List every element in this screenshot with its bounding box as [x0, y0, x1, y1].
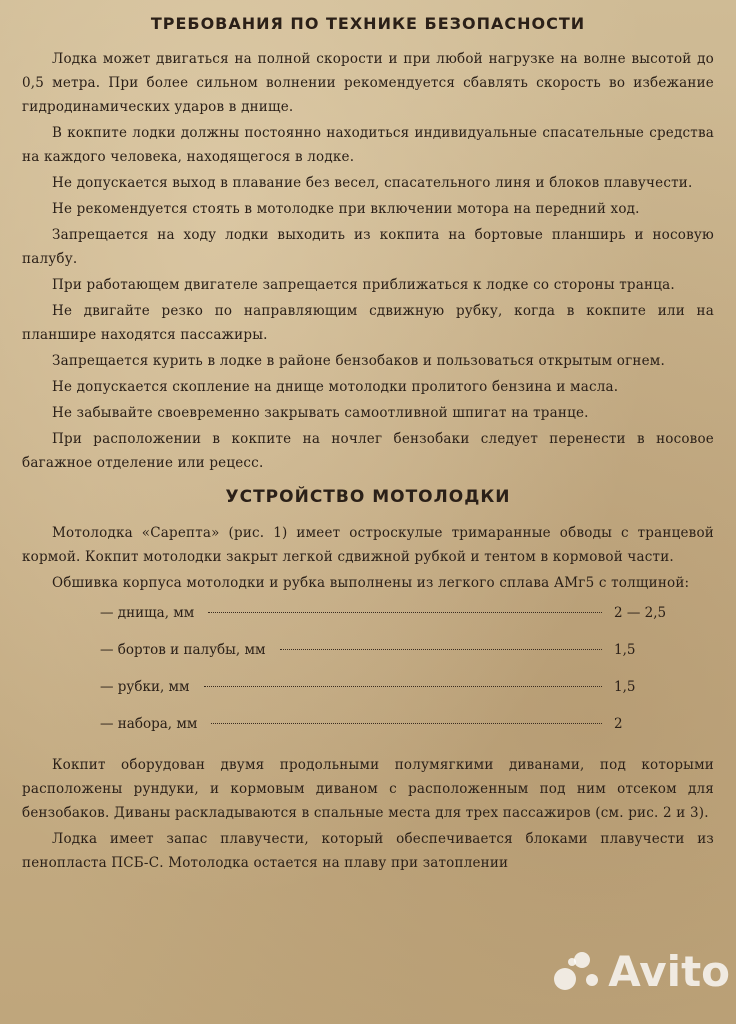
safety-paragraph: Не двигайте резко по направляющим сдвижную рубку, когда в кокпите или на планшире находятся пассажиры. [22, 303, 714, 343]
safety-rules [22, 47, 714, 475]
spec-row [100, 712, 714, 749]
safety-paragraph: Не забывайте своевременно закрывать самоотливной шпигат на транце. [52, 405, 589, 421]
safety-paragraph: Лодка может двигаться на полной скорости и при любой нагрузке на волне высотой до 0,5 метра. При более сильном волнении рекомендуется сбавлять скорость во избежание гидродинамических ударов в днище. [22, 51, 714, 115]
design-paragraph: Обшивка корпуса мотолодки и рубка выполнены из легкого сплава АМг5 с толщиной: [52, 575, 690, 591]
safety-paragraph: При работающем двигателе запрещается приближаться к лодке со стороны транца. [52, 277, 675, 293]
leader-dots [208, 612, 602, 613]
watermark-text: Avito [608, 947, 730, 996]
design-paragraph: Кокпит оборудован двумя продольными полумягкими диванами, под которыми расположены рундуки, и кормовым диваном с расположенным под ним отсеком для бензобаков. Диваны раскладываются в спальные места для трех пассажиров (см. рис. 2 и 3). [22, 757, 714, 821]
spec-value: 2 [614, 716, 623, 732]
spec-label: — рубки, мм [100, 679, 190, 695]
safety-paragraph: Запрещается на ходу лодки выходить из кокпита на бортовые планширь и носовую палубу. [22, 227, 714, 267]
spec-row [100, 638, 714, 675]
design-paragraph: Лодка имеет запас плавучести, который обеспечивается блоками плавучести из пенопласта ПСБ-С. Мотолодка остается на плаву при затоплении [22, 831, 714, 871]
safety-paragraph: Не рекомендуется стоять в мотолодке при включении мотора на передний ход. [52, 201, 640, 217]
spec-label: — днища, мм [100, 605, 195, 621]
safety-paragraph: При расположении в кокпите на ночлег бензобаки следует перенести в носовое багажное отделение или рецесс. [22, 431, 714, 471]
safety-paragraph: Не допускается выход в плавание без весел, спасательного линя и блоков плавучести. [52, 175, 693, 191]
spec-value: 1,5 [614, 679, 636, 695]
spec-label: — набора, мм [100, 716, 198, 732]
leader-dots [211, 723, 602, 724]
safety-paragraph: В кокпите лодки должны постоянно находиться индивидуальные спасательные средства на каждого человека, находящегося в лодке. [22, 125, 714, 165]
leader-dots [280, 649, 603, 650]
design-paragraph: Мотолодка «Сарепта» (рис. 1) имеет остроскулые тримаранные обводы с транцевой кормой. Кокпит мотолодки закрыт легкой сдвижной рубкой и тентом в кормовой части. [22, 525, 714, 565]
safety-paragraph: Запрещается курить в лодке в районе бензобаков и пользоваться открытым огнем. [52, 353, 665, 369]
boat-design-heading: УСТРОЙСТВО МОТОЛОДКИ [225, 487, 511, 507]
safety-paragraph: Не допускается скопление на днище мотолодки пролитого бензина и масла. [52, 379, 619, 395]
spec-row [100, 675, 714, 712]
safety-heading: ТРЕБОВАНИЯ ПО ТЕХНИКЕ БЕЗОПАСНОСТИ [150, 14, 586, 33]
avito-logo-icon [554, 952, 602, 992]
spec-value: 1,5 [614, 642, 636, 658]
leader-dots [204, 686, 602, 687]
avito-watermark [554, 947, 730, 996]
spec-label: — бортов и палубы, мм [100, 642, 266, 658]
spec-row [100, 601, 714, 638]
spec-value: 2 — 2,5 [614, 605, 667, 621]
thickness-spec-list [22, 601, 714, 749]
